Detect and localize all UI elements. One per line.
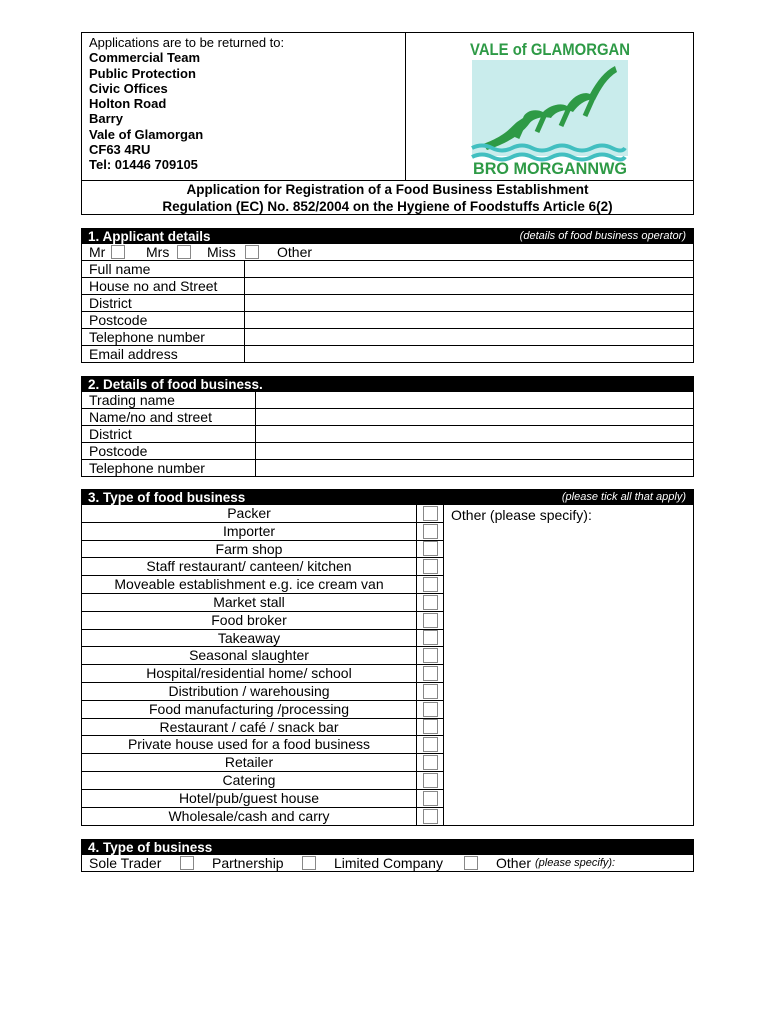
other-specify-label: Other (please specify): — [451, 507, 592, 523]
title-other-label: Other — [277, 244, 313, 260]
table-row — [82, 261, 694, 278]
field-label: Trading name — [82, 392, 256, 409]
title-options — [81, 244, 694, 261]
field-label: Postcode — [82, 443, 256, 460]
sole-trader-label: Sole Trader — [89, 855, 162, 872]
list-item — [82, 736, 443, 754]
title-miss-label: Miss — [207, 244, 236, 260]
list-item — [82, 754, 443, 772]
telephone-input[interactable] — [245, 329, 694, 346]
phone-line: Tel: 01446 709105 — [89, 157, 198, 173]
field-label: Telephone number — [82, 460, 256, 477]
business-district-input[interactable] — [256, 426, 694, 443]
application-form — [81, 32, 694, 872]
sole-trader-checkbox[interactable] — [180, 856, 194, 870]
address-line: Holton Road — [89, 96, 167, 112]
field-label: Full name — [82, 261, 245, 278]
list-item — [82, 808, 443, 826]
title-line-2: Regulation (EC) No. 852/2004 on the Hygiene of Foodstuffs Article 6(2) — [162, 198, 613, 214]
field-label: Email address — [82, 346, 245, 363]
business-type-label: Seasonal slaughter — [189, 647, 309, 664]
list-item — [82, 701, 443, 719]
table-row — [82, 443, 694, 460]
business-type-checkbox[interactable] — [423, 595, 438, 610]
field-label: District — [82, 426, 256, 443]
section-4-title: 4. Type of business — [88, 839, 213, 855]
section-3-header — [81, 489, 694, 505]
business-type-checkbox[interactable] — [423, 541, 438, 556]
business-type-checkbox[interactable] — [423, 791, 438, 806]
table-row — [82, 460, 694, 477]
business-type-checkbox[interactable] — [423, 524, 438, 539]
business-type-label: Food manufacturing /processing — [149, 700, 349, 717]
business-type-grid — [81, 505, 694, 826]
business-type-list — [82, 505, 443, 825]
svg-text:BRO MORGANNWG: BRO MORGANNWG — [472, 158, 627, 178]
business-type-label: Distribution / warehousing — [168, 682, 330, 699]
business-type-checkbox[interactable] — [423, 613, 438, 628]
table-row — [82, 278, 694, 295]
council-logo — [406, 33, 693, 180]
title-miss-checkbox[interactable] — [245, 245, 259, 259]
business-type-checkbox[interactable] — [423, 559, 438, 574]
list-item — [82, 630, 443, 648]
section-3-note: (please tick all that apply) — [561, 491, 686, 503]
list-item — [82, 772, 443, 790]
business-type-label: Farm shop — [215, 540, 283, 557]
business-type-checkbox[interactable] — [423, 630, 438, 645]
address-line: Civic Offices — [89, 80, 168, 96]
table-row — [82, 312, 694, 329]
table-row — [82, 426, 694, 443]
title-mr-label: Mr — [89, 244, 106, 260]
business-type-label: Private house used for a food business — [127, 736, 371, 753]
address-line: Commercial Team — [89, 50, 201, 66]
returned-to-label: Applications are to be returned to: — [89, 35, 285, 50]
title-mrs-checkbox[interactable] — [177, 245, 191, 259]
district-input[interactable] — [245, 295, 694, 312]
section-3-title: 3. Type of food business — [88, 489, 246, 505]
applicant-details-table — [81, 261, 694, 363]
business-type-label: Staff restaurant/ canteen/ kitchen — [146, 558, 352, 575]
form-title — [81, 181, 694, 215]
business-type-checkbox[interactable] — [423, 577, 438, 592]
address-line: CF63 4RU — [89, 142, 151, 158]
table-row — [82, 409, 694, 426]
address-line: Barry — [89, 111, 123, 127]
business-type-checkbox[interactable] — [423, 755, 438, 770]
other-type-label: Other — [496, 855, 532, 872]
form-header — [81, 32, 694, 181]
business-type-label: Retailer — [224, 754, 274, 771]
business-telephone-input[interactable] — [256, 460, 694, 477]
business-type-label: Hospital/residential home/ school — [146, 665, 352, 682]
business-type-label: Takeaway — [217, 629, 281, 646]
list-item — [82, 594, 443, 612]
list-item — [82, 576, 443, 594]
section-1-header — [81, 228, 694, 244]
business-type-checkbox[interactable] — [423, 666, 438, 681]
partnership-checkbox[interactable] — [302, 856, 316, 870]
business-street-input[interactable] — [256, 409, 694, 426]
field-label: House no and Street — [82, 278, 245, 295]
svg-text:VALE of GLAMORGAN: VALE of GLAMORGAN — [469, 39, 630, 59]
field-label: Name/no and street — [82, 409, 256, 426]
table-row — [82, 346, 694, 363]
partnership-label: Partnership — [212, 855, 284, 872]
business-postcode-input[interactable] — [256, 443, 694, 460]
business-type-checkbox[interactable] — [423, 773, 438, 788]
business-type-label: Packer — [227, 505, 271, 521]
list-item — [82, 665, 443, 683]
vale-of-glamorgan-logo — [465, 36, 635, 178]
other-type-note: (please specify): — [535, 857, 616, 870]
business-type-options — [81, 855, 694, 872]
title-mrs-label: Mrs — [146, 244, 170, 260]
business-type-checkbox[interactable] — [423, 684, 438, 699]
business-details-table — [81, 392, 694, 477]
business-type-checkbox[interactable] — [423, 702, 438, 717]
other-business-type-field[interactable] — [443, 505, 693, 825]
business-type-label: Food broker — [211, 611, 287, 628]
list-item — [82, 523, 443, 541]
full-name-input[interactable] — [245, 261, 694, 278]
section-4-header — [81, 839, 694, 855]
business-type-label: Restaurant / café / snack bar — [159, 718, 339, 735]
title-line-1: Application for Registration of a Food Business Establishment — [186, 182, 589, 197]
list-item — [82, 790, 443, 808]
section-1-note: (details of food business operator) — [519, 230, 686, 242]
list-item — [82, 558, 443, 576]
field-label: District — [82, 295, 245, 312]
limited-company-checkbox[interactable] — [464, 856, 478, 870]
address-line: Vale of Glamorgan — [89, 126, 204, 142]
trading-name-input[interactable] — [256, 392, 694, 409]
business-type-label: Importer — [222, 522, 276, 539]
section-2-title: 2. Details of food business. — [88, 376, 263, 392]
business-type-checkbox[interactable] — [423, 719, 438, 734]
list-item — [82, 612, 443, 630]
section-1-title: 1. Applicant details — [88, 228, 211, 244]
list-item — [82, 505, 443, 523]
title-mr-checkbox[interactable] — [111, 245, 125, 259]
business-type-checkbox[interactable] — [423, 737, 438, 752]
section-2-header — [81, 376, 694, 392]
list-item — [82, 683, 443, 701]
limited-company-label: Limited Company — [334, 855, 443, 872]
list-item — [82, 719, 443, 737]
street-input[interactable] — [245, 278, 694, 295]
list-item — [82, 647, 443, 665]
table-row — [82, 392, 694, 409]
table-row — [82, 295, 694, 312]
business-type-checkbox[interactable] — [423, 648, 438, 663]
business-type-checkbox[interactable] — [423, 809, 438, 824]
business-type-label: Wholesale/cash and carry — [168, 807, 330, 824]
return-address — [82, 33, 406, 180]
postcode-input[interactable] — [245, 312, 694, 329]
list-item — [82, 541, 443, 559]
field-label: Telephone number — [82, 329, 245, 346]
email-input[interactable] — [245, 346, 694, 363]
business-type-label: Moveable establishment e.g. ice cream van — [114, 576, 384, 593]
business-type-label: Catering — [222, 771, 276, 788]
business-type-checkbox[interactable] — [423, 506, 438, 521]
address-line: Public Protection — [89, 65, 196, 81]
field-label: Postcode — [82, 312, 245, 329]
business-type-label: Market stall — [213, 593, 285, 610]
business-type-label: Hotel/pub/guest house — [178, 789, 320, 806]
table-row — [82, 329, 694, 346]
